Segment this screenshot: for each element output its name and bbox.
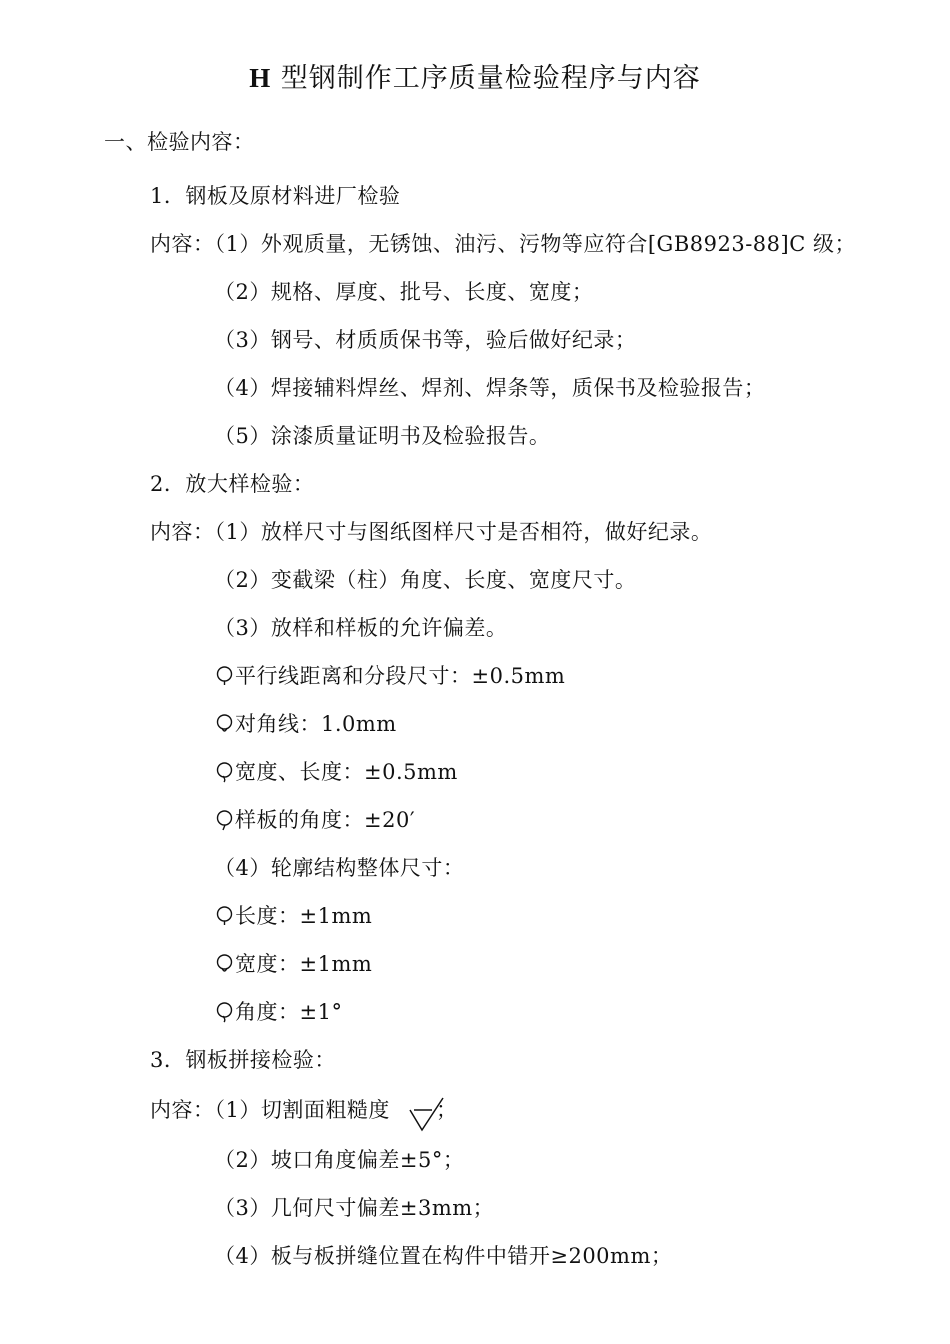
circled-bullet-icon xyxy=(216,809,233,831)
item3-line1: 内容：（1）切割面粗糙度 xyxy=(150,1098,390,1122)
bullet2-text: 对角线：1.0mm xyxy=(235,712,397,736)
item2-bullet5 xyxy=(216,902,372,930)
section-heading: 一、检验内容： xyxy=(104,130,255,154)
item2-bullet7 xyxy=(216,998,342,1026)
item3-heading: 3．钢板拼接检验： xyxy=(150,1048,336,1072)
circled-bullet-icon xyxy=(216,905,233,927)
item2-bullet3 xyxy=(216,758,458,786)
bullet1-text: 平行线距离和分段尺寸：±0.5mm xyxy=(235,664,566,688)
item1-line2: （2）规格、厚度、批号、长度、宽度； xyxy=(214,280,594,304)
item3-line4: （4）板与板拼缝位置在构件中错开≥200mm； xyxy=(214,1244,673,1268)
item1-line1: 内容：（1）外观质量，无锈蚀、油污、污物等应符合[GB8923-88]C 级； xyxy=(150,232,856,256)
bullet7-text: 角度：±1° xyxy=(235,1000,343,1024)
item2-line1: 内容：（1）放样尺寸与图纸图样尺寸是否相符，做好纪录。 xyxy=(150,520,713,544)
bullet3-text: 宽度、长度：±0.5mm xyxy=(235,760,458,784)
item2-bullet2 xyxy=(216,710,397,738)
circled-bullet-icon xyxy=(216,953,233,975)
circled-bullet-icon xyxy=(216,761,233,783)
item2-bullet6 xyxy=(216,950,372,978)
item3-line1-end: ； xyxy=(436,1098,458,1122)
bullet5-text: 长度：±1mm xyxy=(235,904,373,928)
item1-line3: （3）钢号、材质质保书等，验后做好纪录； xyxy=(214,328,637,352)
item1-line5: （5）涂漆质量证明书及检验报告。 xyxy=(214,424,551,448)
item3-line2: （2）坡口角度偏差±5°； xyxy=(214,1148,465,1172)
item2-line2: （2）变截梁（柱）角度、长度、宽度尺寸。 xyxy=(214,568,637,592)
bullet4-text: 样板的角度：±20′ xyxy=(235,808,416,832)
item2-line4: （4）轮廓结构整体尺寸： xyxy=(214,856,465,880)
title-prefix: H xyxy=(249,63,272,93)
item2-line3: （3）放样和样板的允许偏差。 xyxy=(214,616,508,640)
page-title xyxy=(0,60,950,97)
circled-bullet-icon xyxy=(216,665,233,687)
bullet6-text: 宽度：±1mm xyxy=(235,952,373,976)
item1-heading: 1．钢板及原材料进厂检验 xyxy=(150,184,401,208)
item2-bullet1 xyxy=(216,662,565,690)
item2-heading: 2．放大样检验： xyxy=(150,472,315,496)
circled-bullet-icon xyxy=(216,713,233,735)
title-text: 型钢制作工序质量检验程序与内容 xyxy=(280,63,701,94)
item3-line3: （3）几何尺寸偏差±3mm； xyxy=(214,1196,495,1220)
circled-bullet-icon xyxy=(216,1001,233,1023)
item1-line4: （4）焊接辅料焊丝、焊剂、焊条等，质保书及检验报告； xyxy=(214,376,766,400)
item2-bullet4 xyxy=(216,806,415,834)
